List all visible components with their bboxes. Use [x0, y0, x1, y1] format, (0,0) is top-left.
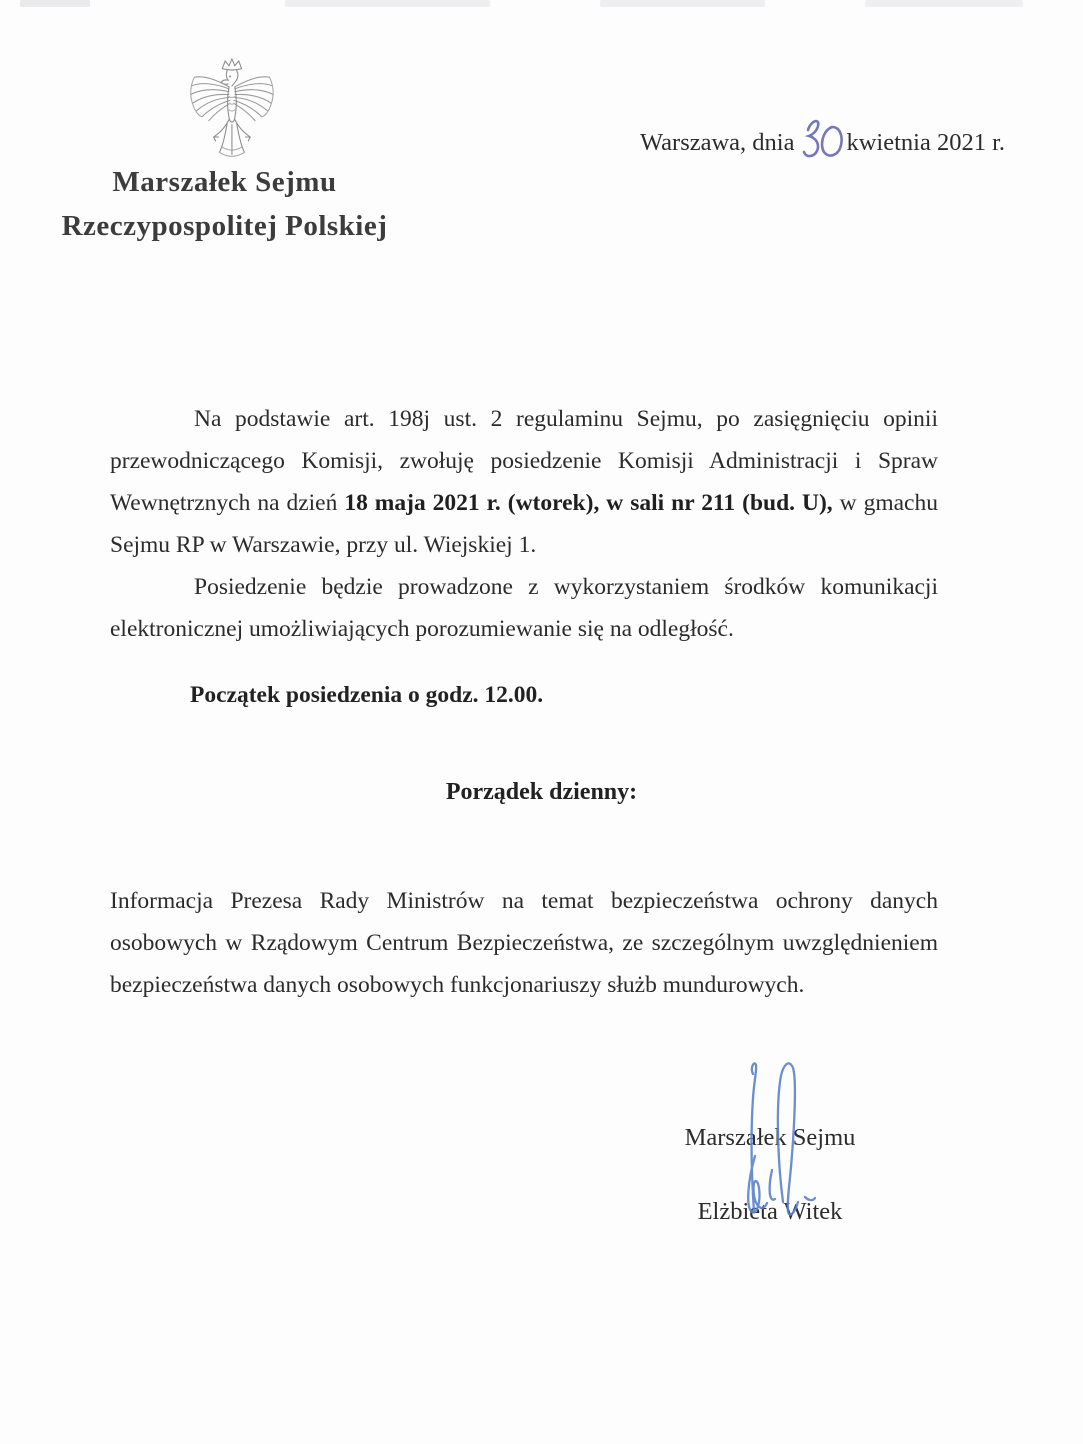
signature-role: Marszałek Sejmu — [684, 1124, 856, 1151]
scan-artifact — [865, 0, 1023, 7]
agenda-item: Informacja Prezesa Rady Ministrów na temat bezpieczeństwa ochrony danych osobowych w Rządowym Centrum Bezpieczeństwa, ze szczególnym uwzględnieniem bezpieczeństwa danych osobowych funkcjonariuszy służb mundurowych. — [110, 887, 938, 998]
handwritten-day-30 — [796, 114, 848, 164]
letterhead-title-line2: Rzeczypospolitej Polskiej — [61, 210, 388, 242]
scan-artifact — [20, 0, 90, 7]
scan-artifact — [600, 0, 765, 7]
letterhead-title-line1: Marszałek Sejmu — [112, 166, 337, 198]
paragraph-convocation — [110, 398, 938, 566]
signature-name: Elżbieta Witek — [697, 1198, 843, 1225]
meeting-date-room-bold: 18 maja 2021 r. (wtorek), w sali nr 211 (bud. U), — [344, 489, 833, 516]
paragraph-remote-participation: Posiedzenie będzie prowadzone z wykorzystaniem środków komunikacji elektronicznej umożliwiających porozumiewanie się na odległość. — [110, 573, 938, 642]
letterhead — [52, 160, 397, 248]
agenda-heading: Porządek dzienny: — [445, 779, 638, 805]
paragraph-convocation-text: Na podstawie art. 198j ust. 2 regulaminu Sejmu, po zasięgnięciu opinii przewodniczącego Komisji, zwołuję posiedzenie Komisji Administracji i Spraw Wewnętrznych na dzień — [110, 405, 938, 516]
signature-block — [620, 1122, 920, 1228]
scan-artifact — [285, 0, 490, 7]
paragraph-convocation-text-cont: w gmachu Sejmu RP w Warszawie, przy ul. Wiejskiej 1. — [110, 489, 938, 558]
date-prefix: Warszawa, dnia — [640, 129, 795, 156]
polish-eagle-emblem — [186, 58, 274, 164]
start-time-line: Początek posiedzenia o godz. 12.00. — [190, 682, 544, 708]
date-line — [640, 104, 1006, 158]
date-suffix: kwietnia 2021 r. — [846, 129, 1006, 156]
